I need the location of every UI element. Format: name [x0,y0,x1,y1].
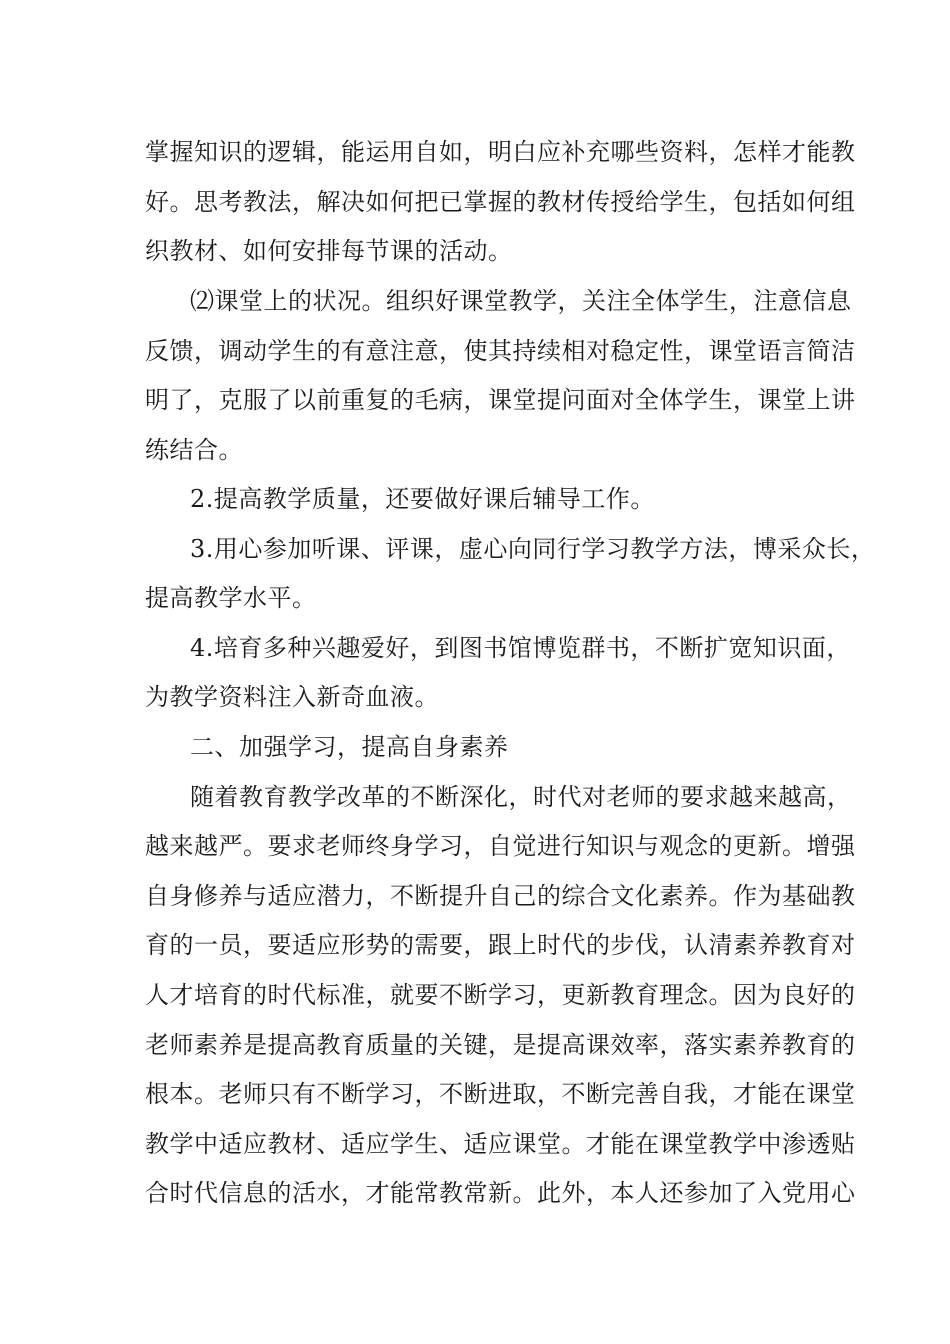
text-line: 4.培育多种兴趣爱好，到图书馆博览群书，不断扩宽知识面， [190,634,851,662]
text-line: 提高教学水平。 [145,584,317,612]
text-line: 明了，克服了以前重复的毛病，课堂提问面对全体学生，课堂上讲 [145,386,856,414]
section-heading: 二、加强学习，提高自身素养 [190,733,509,761]
text-line: 老师素养是提高教育质量的关键，是提高课效率，落实素养教育的 [145,1031,856,1059]
text-line: 反馈，调动学生的有意注意，使其持续相对稳定性，课堂语言简洁 [145,337,856,365]
text-line: 人才培育的时代标准，就要不断学习，更新教育理念。因为良好的 [145,981,856,1009]
text-line: 好。思考教法，解决如何把已掌握的教材传授给学生，包括如何组 [145,188,856,216]
text-line: 自身修养与适应潜力，不断提升自己的综合文化素养。作为基础教 [145,882,856,910]
text-line: 练结合。 [145,436,243,464]
text-line: 合时代信息的活水，才能常教常新。此外，本人还参加了入党用心 [145,1179,856,1207]
text-line: 掌握知识的逻辑，能运用自如，明白应补充哪些资料，怎样才能教 [145,138,856,166]
text-line: ⑵课堂上的状况。组织好课堂教学，关注全体学生，注意信息 [190,287,852,315]
text-line: 2.提高教学质量，还要做好课后辅导工作。 [190,485,655,513]
text-line: 教学中适应教材、适应学生、适应课堂。才能在课堂教学中渗透贴 [145,1130,856,1158]
text-line: 3.用心参加听课、评课，虚心向同行学习教学方法，博采众长， [190,535,876,563]
text-line: 随着教育教学改革的不断深化，时代对老师的要求越来越高， [190,783,852,811]
text-line: 越来越严。要求老师终身学习，自觉进行知识与观念的更新。增强 [145,832,856,860]
text-line: 为教学资料注入新奇血液。 [145,683,439,711]
text-line: 织教材、如何安排每节课的活动。 [145,237,513,265]
text-line: 根本。老师只有不断学习，不断进取，不断完善自我，才能在课堂 [145,1080,856,1108]
text-line: 育的一员，要适应形势的需要，跟上时代的步伐，认清素养教育对 [145,931,856,959]
